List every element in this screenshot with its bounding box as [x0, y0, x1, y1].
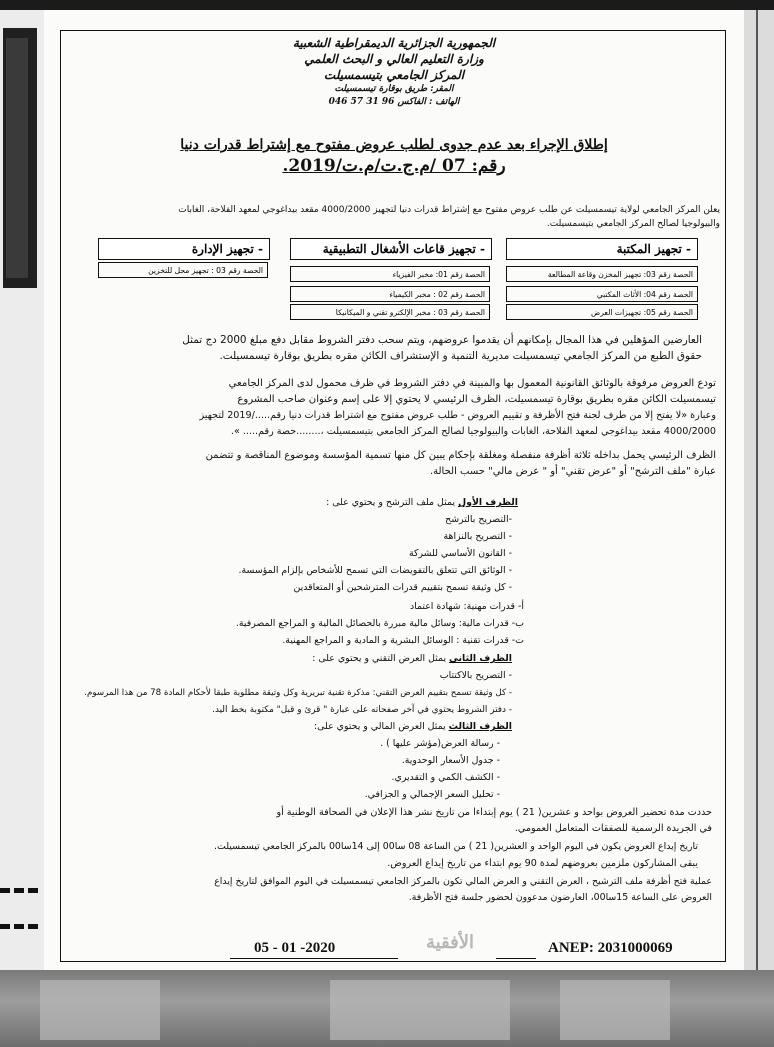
footer-rule-mid	[496, 958, 536, 959]
bottom-light-patch	[560, 980, 670, 1040]
lot-box-library	[506, 238, 698, 260]
header-phone: الهاتف : الفاكس 96 31 57 046	[328, 97, 460, 107]
notice-number: رقم: 07 /م.ج.ت/م.ت/2019.	[282, 156, 506, 176]
bottom-light-patch	[40, 980, 160, 1040]
right-page-edge	[744, 10, 774, 970]
header-republic: الجمهورية الجزائرية الديمقراطية الشعبية	[292, 36, 496, 50]
envelope-2-desc: يمثل العرض التقني و يحتوي على :	[312, 653, 450, 664]
body-p2-line: وعبارة «لا يفتح إلا من طرف لجنة فتح الأظرفة و تقييم العروض - طلب عروض مفتوح مع اشتراط قدرات دنيا رقم...../2019 لتجهيز	[199, 410, 716, 421]
body-p2-line: 4000/2000 مقعد بيداغوجي لمعهد الفلاحة، الغابات والبيولوجيا لصالح المركز الجامعي بتيسمسيلت ،........حصة رقم..... ».	[230, 426, 716, 437]
lot-item: الحصة رقم 03 : مخبر الإلكترو تقني و الميكانيكا	[290, 304, 490, 320]
envelope-1-item: - كل وثيقة تسمح بتقييم قدرات المترشحين أو المتعاقدين	[293, 582, 512, 593]
intro-line-1: يعلن المركز الجامعي لولاية تيسمسيلت عن طلب عروض مفتوح مع إشتراط قدرات دنيا لتجهيز 4000/2000 مقعد بيداغوجي لمعهد الفلاحة، الغابات	[178, 205, 720, 215]
lot-box-labs	[290, 238, 492, 260]
anep-reference: ANEP: 2031000069	[548, 940, 673, 956]
body-p2-line: تودع العروض مرفوقة بالوثائق القانونية المعمول بها والمبينة في دفتر الشروط في ظرف محمول لدى المركز الجامعي	[228, 378, 716, 389]
envelope-3-heading	[314, 720, 512, 734]
envelope-1-desc: يمثل ملف الترشح و يحتوي على :	[326, 497, 458, 508]
envelope-2-heading	[312, 652, 512, 666]
publication-date: 05 - 01 -2020	[254, 940, 336, 956]
header-address: المقر: طريق بوقارة تيسمسيلت	[334, 84, 454, 94]
bottom-background	[0, 970, 774, 1047]
envelope-1-title: الظرف الأول	[457, 497, 518, 508]
top-dark-strip	[0, 0, 774, 10]
header-ministry: وزارة التعليم العالي و البحث العلمي	[304, 52, 484, 66]
body-p1-line: حقوق الطبع من المركز الجامعي تيسمسيلت مديرية التنمية و الإستشراف الكائن مقره بطريق بوقارة تيسمسيلت.	[219, 350, 702, 362]
lot-item: الحصة رقم 04: الأثاث المكتبي	[506, 286, 698, 302]
lot-title-admin: - تجهيز الإدارة	[191, 242, 263, 256]
body-p3-line: عبارة "ملف الترشح" أو "عرض تقني" أو " عرض مالي" حسب الحالة.	[429, 466, 716, 477]
left-dash-2	[0, 924, 40, 929]
right-edge-line	[756, 10, 758, 970]
envelope-1-item: - القانون الأساسي للشركة	[408, 548, 512, 559]
body-p5: تاريخ إيداع العروض يكون في اليوم الواحد و العشرين( 21 ) من الساعة 08 سا00 إلى 14سا00 بالمركز الجامعي تيسمسيلت.	[214, 841, 698, 852]
lot-title-library: - تجهيز المكتبة	[616, 242, 691, 256]
header-university: المركز الجامعي بتيسمسيلت	[323, 68, 465, 82]
envelope-1-item: ت- قدرات تقنية : الوسائل البشرية و المادية و المراجع المهنية.	[282, 635, 524, 646]
lot-title-labs: - تجهيز قاعات الأشغال التطبيقية	[322, 242, 485, 256]
envelope-1-item: - الوثائق التي تتعلق بالتفويضات التي تسمح للأشخاص بإلزام المؤسسة.	[238, 565, 512, 576]
envelope-3-item: - الكشف الكمي و التقديري.	[391, 772, 500, 783]
body-p7-line: العروض على الساعة 15سا00، العارضون مدعوون لحضور جلسة فتح الأظرفة.	[408, 892, 712, 903]
bottom-light-patch	[330, 980, 510, 1040]
body-p6: يبقى المشاركون ملزمين بعروضهم لمدة 90 يوم ابتداء من تاريخ إيداع العروض.	[387, 858, 698, 869]
lot-item: الحصة رقم 05: تجهيزات العرض	[506, 304, 698, 320]
body-p1-line: العارضين المؤهلين في هذا المجال بإمكانهم أن يقدموا عروضهم، ويتم سحب دفتر الشروط مقابل دفع مبلغ 2000 دج تمثل	[182, 334, 702, 346]
envelope-2-item: - التصريح بالاكتتاب	[439, 670, 512, 681]
body-p2-line: تيسمسيلت الكائن مقره بطريق بوقارة تيسمسيلت، الظرف الرئيسي لا يحتوي إلا على إسم وعنوان صاحب المشروع	[237, 394, 716, 405]
intro-line-2: والبيولوجيا لصالح المركز الجامعي بتيسمسيلت.	[546, 219, 720, 229]
envelope-2-title: الظرف الثاني	[449, 653, 512, 664]
envelope-1-item: أ- قدرات مهنية: شهادة اعتماد	[409, 601, 524, 612]
left-gray-block	[6, 38, 28, 278]
body-p7-line: عملية فتح أظرفة ملف الترشيح ، العرض التقني و العرض المالي تكون بالمركز الجامعي تيسمسيلت في اليوم الموافق لتاريخ إيداع	[214, 876, 712, 887]
envelope-1-heading	[326, 496, 518, 510]
left-page-edge	[0, 10, 44, 970]
lot-item: الحصة رقم 02 : مخبر الكيمياء	[290, 286, 490, 302]
lot-box-admin	[98, 238, 270, 260]
lot-item: الحصة رقم 01: مخبر الفيزياء	[290, 266, 490, 282]
envelope-1-item: - التصريح بالنزاهة	[443, 531, 512, 542]
newspaper-logo: الأفقية	[425, 932, 475, 953]
envelope-2-item: - دفتر الشروط يحتوي في آخر صفحاته على عبارة " قرئ و قبل" مكتوبة بخط اليد.	[212, 705, 512, 715]
notice-title: إطلاق الإجراء بعد عدم جدوى لطلب عروض مفتوح مع إشتراط قدرات دنيا	[180, 137, 608, 153]
document-page	[44, 10, 744, 970]
body-p3-line: الظرف الرئيسي يحمل بداخله ثلاثة أظرفة منفصلة ومغلقة بإحكام يبين كل منها تسمية المؤسسة وموضوع المناقصة و تتضمن	[205, 450, 716, 461]
left-dash-1	[0, 888, 40, 893]
lot-item: الحصة رقم 03 : تجهيز محل للتخزين	[98, 262, 268, 278]
lot-item: الحصة رقم 03: تجهيز المخزن وقاعة المطالعة	[506, 266, 698, 282]
envelope-3-desc: يمثل العرض المالي و يحتوي على:	[314, 721, 449, 732]
envelope-1-item: ب- قدرات مالية: وسائل مالية مبررة بالحصائل المالية و المراجع المصرفية.	[235, 618, 524, 629]
footer-rule-left	[230, 958, 398, 959]
envelope-3-item: - رسالة العرض(مؤشر عليها ) .	[380, 738, 500, 749]
envelope-2-item: - كل وثيقة تسمح بتقييم العرض التقني: مذكرة تقنية تبريرية وكل وثيقة مطلوبة طبقا لأحكام المادة 78 من هذا المرسوم.	[84, 688, 512, 698]
envelope-3-item: - تحليل السعر الإجمالي و الجزافي.	[364, 789, 500, 800]
body-p4-line: حددت مدة تحضير العروض بواحد و عشرين( 21 ) يوم إبتداءا من تاريخ نشر هذا الإعلان في الصحافة الوطنية أو	[276, 807, 712, 818]
envelope-1-item: -التصريح بالترشح	[445, 514, 512, 525]
body-p4-line: في الجريدة الرسمية للصفقات المتعامل العمومي.	[514, 823, 712, 834]
envelope-3-item: - جدول الأسعار الوحدوية.	[401, 755, 500, 766]
envelope-3-title: الظرف الثالث	[448, 721, 512, 732]
